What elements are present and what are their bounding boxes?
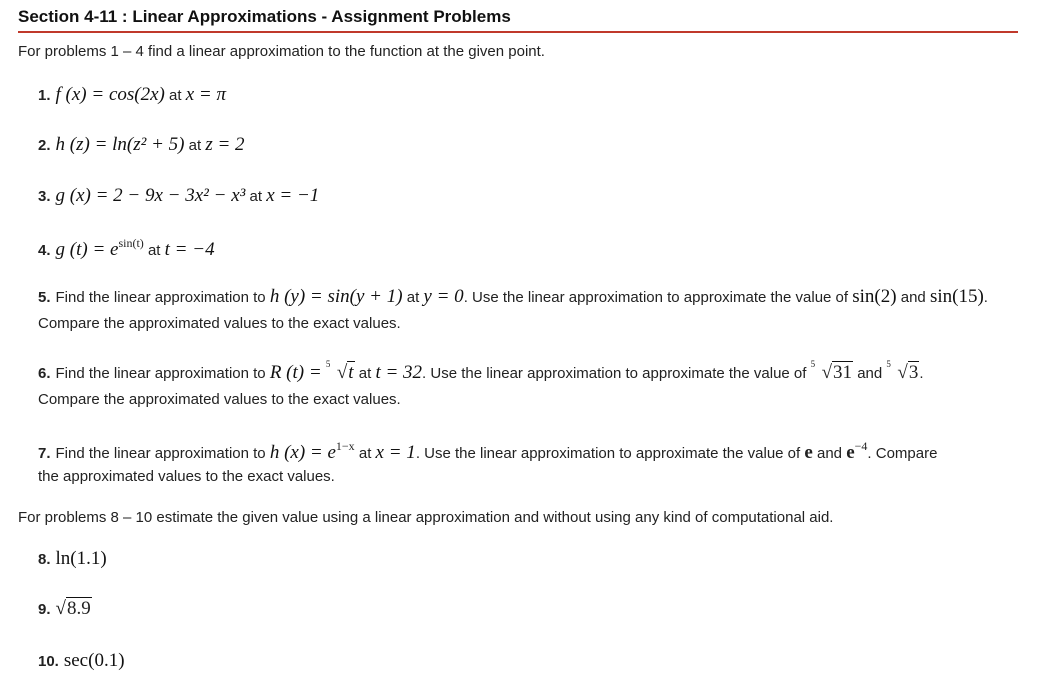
problem-point: x = π <box>185 84 227 105</box>
problem-number: 4. <box>38 242 51 259</box>
problem-number: 6. <box>38 365 51 382</box>
problem-function: g (t) = e <box>55 239 119 260</box>
problem-point: x = −1 <box>266 185 320 206</box>
problem-expression: ln(1.1) <box>55 548 107 569</box>
problem-number: 7. <box>38 445 51 462</box>
value-2: e <box>846 442 855 463</box>
at-label: at <box>249 188 263 205</box>
problem-number: 10. <box>38 653 59 670</box>
problem-2 <box>38 134 245 156</box>
problem-6-line-2: Compare the approximated values to the exact values. <box>38 391 401 408</box>
value-1: e <box>804 442 813 463</box>
page-title: Section 4-11 : Linear Approximations - Assignment Problems <box>18 7 511 26</box>
value-2: sin(15) <box>929 286 984 307</box>
at-label: at <box>358 445 372 462</box>
problem-point: t = −4 <box>164 239 215 260</box>
exponent: −4 <box>854 439 868 453</box>
problem-4 <box>38 236 215 261</box>
at-label: at <box>406 289 420 306</box>
value-1: sin(2) <box>852 286 897 307</box>
value-2: 3 <box>908 362 919 383</box>
problem-point: x = 1 <box>375 442 416 463</box>
radical: 5 √t <box>325 359 354 383</box>
problem-function: h (x) = e <box>269 442 336 463</box>
problem-number: 5. <box>38 289 51 306</box>
value-1: 31 <box>833 362 853 383</box>
at-label: at <box>147 242 161 259</box>
problem-7-line-2: the approximated values to the exact values. <box>38 468 335 485</box>
problem-text: . Use the linear approximation to approximate the value of <box>422 365 807 382</box>
problem-text: Find the linear approximation to <box>55 445 266 462</box>
problem-text: . Compare the approximated values to the exact values. <box>38 289 988 332</box>
problem-number: 9. <box>38 601 51 618</box>
problem-5 <box>38 284 1028 337</box>
problem-text: . Compare <box>867 445 938 462</box>
problem-function: f (x) = cos(2x) <box>55 84 165 105</box>
exponent: sin(t) <box>118 236 144 250</box>
problem-text: Find the linear approximation to <box>55 289 266 306</box>
problem-text: Find the linear approximation to <box>55 365 266 382</box>
problem-point: z = 2 <box>205 134 245 155</box>
problem-number: 1. <box>38 87 51 104</box>
at-label: at <box>188 137 202 154</box>
problem-number: 8. <box>38 551 51 568</box>
problem-function: h (z) = ln(z² + 5) <box>55 134 185 155</box>
problem-point: y = 0 <box>423 286 464 307</box>
problem-10 <box>38 650 125 672</box>
radical: 5 √3 <box>886 359 919 383</box>
problem-expression: 8.9 <box>66 598 91 619</box>
problem-text: . Use the linear approximation to approximate the value of <box>463 289 849 306</box>
problem-text: . <box>919 365 924 382</box>
and-label: and <box>816 445 843 462</box>
root-index: 5 <box>325 359 331 369</box>
problem-6 <box>38 359 924 384</box>
problem-function: g (x) = 2 − 9x − 3x² − x³ <box>55 185 246 206</box>
problem-text: . Use the linear approximation to approximate the value of <box>415 445 801 462</box>
at-label: at <box>169 87 182 104</box>
problem-function: h (y) = sin(y + 1) <box>269 286 403 307</box>
and-label: and <box>857 365 883 382</box>
problem-number: 2. <box>38 137 51 154</box>
sqrt-icon: √ <box>55 598 66 619</box>
root-index: 5 <box>886 359 891 369</box>
problem-function: R (t) = <box>269 362 322 383</box>
exponent: 1−x <box>335 439 355 453</box>
radical: 5 √31 <box>810 359 853 383</box>
problem-9 <box>38 598 92 620</box>
intro-problems-8-10: For problems 8 – 10 estimate the given value using a linear approximation and without using any kind of computational aid. <box>18 509 834 526</box>
intro-problems-1-4: For problems 1 – 4 find a linear approximation to the function at the given point. <box>18 43 545 60</box>
problem-8 <box>38 548 107 570</box>
title-divider <box>18 31 1018 33</box>
and-label: and <box>900 289 926 306</box>
root-index: 5 <box>810 359 816 369</box>
problem-1 <box>38 84 226 106</box>
root-arg: t <box>348 362 354 383</box>
problem-7 <box>38 439 937 464</box>
problem-3 <box>38 185 319 207</box>
at-label: at <box>358 365 372 382</box>
problem-number: 3. <box>38 188 51 205</box>
problem-expression: sec(0.1) <box>63 650 125 671</box>
problem-point: t = 32 <box>375 362 423 383</box>
